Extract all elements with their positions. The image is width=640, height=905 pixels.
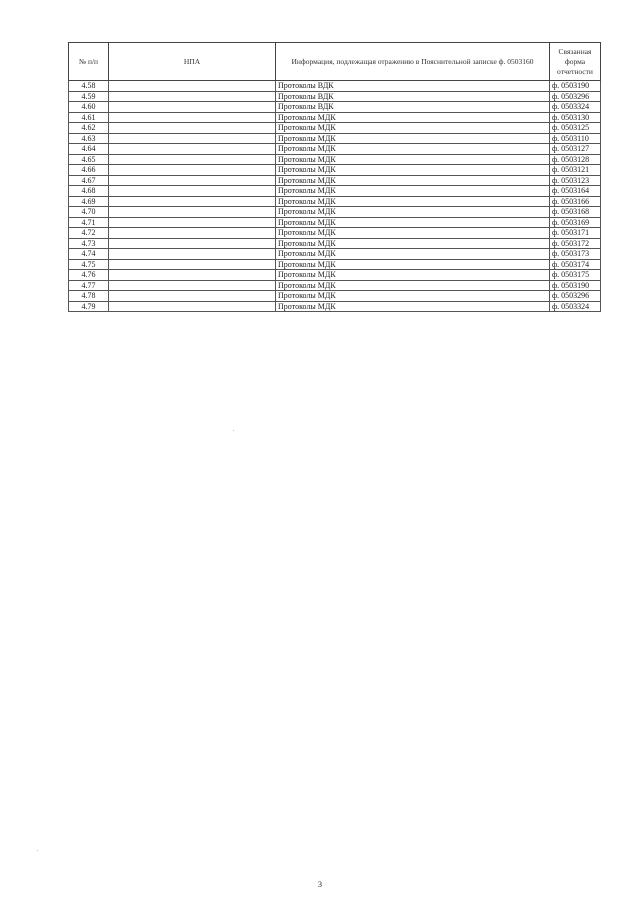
cell-npa <box>109 81 276 92</box>
header-row <box>69 43 601 81</box>
table-row <box>69 249 601 260</box>
cell-num: 4.68 <box>69 186 109 197</box>
cell-npa <box>109 259 276 270</box>
cell-form: ф. 0503121 <box>550 165 601 176</box>
cell-form: ф. 0503324 <box>550 102 601 113</box>
cell-form: ф. 0503110 <box>550 133 601 144</box>
table-row <box>69 133 601 144</box>
cell-form: ф. 0503190 <box>550 81 601 92</box>
table-row <box>69 301 601 312</box>
cell-info: Протоколы МДК <box>276 154 550 165</box>
cell-info: Протоколы ВДК <box>276 91 550 102</box>
scan-speck <box>233 430 234 431</box>
table-row <box>69 154 601 165</box>
cell-form: ф. 0503169 <box>550 217 601 228</box>
cell-info: Протоколы МДК <box>276 228 550 239</box>
cell-num: 4.61 <box>69 112 109 123</box>
cell-npa <box>109 228 276 239</box>
cell-npa <box>109 123 276 134</box>
table-row <box>69 91 601 102</box>
cell-form: ф. 0503128 <box>550 154 601 165</box>
cell-npa <box>109 207 276 218</box>
cell-num: 4.65 <box>69 154 109 165</box>
cell-form: ф. 0503168 <box>550 207 601 218</box>
table-row <box>69 207 601 218</box>
cell-form: ф. 0503130 <box>550 112 601 123</box>
table-row <box>69 280 601 291</box>
cell-info: Протоколы МДК <box>276 217 550 228</box>
cell-npa <box>109 133 276 144</box>
cell-npa <box>109 196 276 207</box>
cell-info: Протоколы МДК <box>276 259 550 270</box>
forms-table <box>68 42 601 312</box>
cell-npa <box>109 175 276 186</box>
cell-num: 4.67 <box>69 175 109 186</box>
cell-npa <box>109 91 276 102</box>
cell-form: ф. 0503296 <box>550 291 601 302</box>
cell-info: Протоколы МДК <box>276 301 550 312</box>
cell-npa <box>109 291 276 302</box>
cell-info: Протоколы МДК <box>276 196 550 207</box>
cell-npa <box>109 144 276 155</box>
table-row <box>69 81 601 92</box>
cell-info: Протоколы МДК <box>276 144 550 155</box>
cell-num: 4.64 <box>69 144 109 155</box>
cell-num: 4.72 <box>69 228 109 239</box>
table-row <box>69 270 601 281</box>
cell-info: Протоколы МДК <box>276 123 550 134</box>
table-row <box>69 196 601 207</box>
table-row <box>69 186 601 197</box>
cell-form: ф. 0503166 <box>550 196 601 207</box>
table-body <box>69 81 601 312</box>
cell-info: Протоколы МДК <box>276 270 550 281</box>
cell-form: ф. 0503175 <box>550 270 601 281</box>
cell-num: 4.73 <box>69 238 109 249</box>
page-number: 3 <box>318 880 322 889</box>
header-form: Связанная форма отчетности <box>550 43 601 81</box>
table-row <box>69 259 601 270</box>
cell-form: ф. 0503173 <box>550 249 601 260</box>
cell-info: Протоколы МДК <box>276 291 550 302</box>
cell-num: 4.75 <box>69 259 109 270</box>
cell-info: Протоколы МДК <box>276 165 550 176</box>
cell-num: 4.66 <box>69 165 109 176</box>
table-row <box>69 238 601 249</box>
cell-form: ф. 0503190 <box>550 280 601 291</box>
cell-form: ф. 0503127 <box>550 144 601 155</box>
cell-form: ф. 0503296 <box>550 91 601 102</box>
cell-npa <box>109 186 276 197</box>
table-row <box>69 217 601 228</box>
cell-info: Протоколы МДК <box>276 280 550 291</box>
table-row <box>69 175 601 186</box>
table-row <box>69 144 601 155</box>
cell-npa <box>109 270 276 281</box>
cell-info: Протоколы МДК <box>276 133 550 144</box>
cell-num: 4.59 <box>69 91 109 102</box>
cell-info: Протоколы МДК <box>276 249 550 260</box>
scan-speck <box>37 850 38 851</box>
cell-num: 4.78 <box>69 291 109 302</box>
cell-npa <box>109 102 276 113</box>
cell-form: ф. 0503125 <box>550 123 601 134</box>
cell-npa <box>109 249 276 260</box>
cell-num: 4.76 <box>69 270 109 281</box>
cell-info: Протоколы МДК <box>276 238 550 249</box>
cell-info: Протоколы МДК <box>276 112 550 123</box>
cell-form: ф. 0503174 <box>550 259 601 270</box>
cell-form: ф. 0503324 <box>550 301 601 312</box>
table-row <box>69 165 601 176</box>
cell-num: 4.74 <box>69 249 109 260</box>
cell-info: Протоколы ВДК <box>276 81 550 92</box>
cell-num: 4.60 <box>69 102 109 113</box>
cell-npa <box>109 301 276 312</box>
table-row <box>69 102 601 113</box>
cell-info: Протоколы МДК <box>276 207 550 218</box>
cell-info: Протоколы МДК <box>276 186 550 197</box>
cell-npa <box>109 280 276 291</box>
table-row <box>69 228 601 239</box>
cell-num: 4.77 <box>69 280 109 291</box>
table-row <box>69 123 601 134</box>
cell-npa <box>109 238 276 249</box>
table-row <box>69 112 601 123</box>
header-info: Информация, подлежащая отражению в Пояснительной записке ф. 0503160 <box>276 43 550 81</box>
cell-info: Протоколы МДК <box>276 175 550 186</box>
cell-form: ф. 0503171 <box>550 228 601 239</box>
cell-num: 4.62 <box>69 123 109 134</box>
cell-npa <box>109 112 276 123</box>
table-row <box>69 291 601 302</box>
cell-npa <box>109 154 276 165</box>
cell-npa <box>109 217 276 228</box>
cell-info: Протоколы ВДК <box>276 102 550 113</box>
cell-num: 4.70 <box>69 207 109 218</box>
cell-num: 4.63 <box>69 133 109 144</box>
header-num: № п/п <box>69 43 109 81</box>
cell-num: 4.58 <box>69 81 109 92</box>
cell-num: 4.79 <box>69 301 109 312</box>
cell-npa <box>109 165 276 176</box>
header-npa: НПА <box>109 43 276 81</box>
table-header <box>69 43 601 81</box>
cell-form: ф. 0503164 <box>550 186 601 197</box>
cell-num: 4.69 <box>69 196 109 207</box>
cell-num: 4.71 <box>69 217 109 228</box>
cell-form: ф. 0503123 <box>550 175 601 186</box>
cell-form: ф. 0503172 <box>550 238 601 249</box>
